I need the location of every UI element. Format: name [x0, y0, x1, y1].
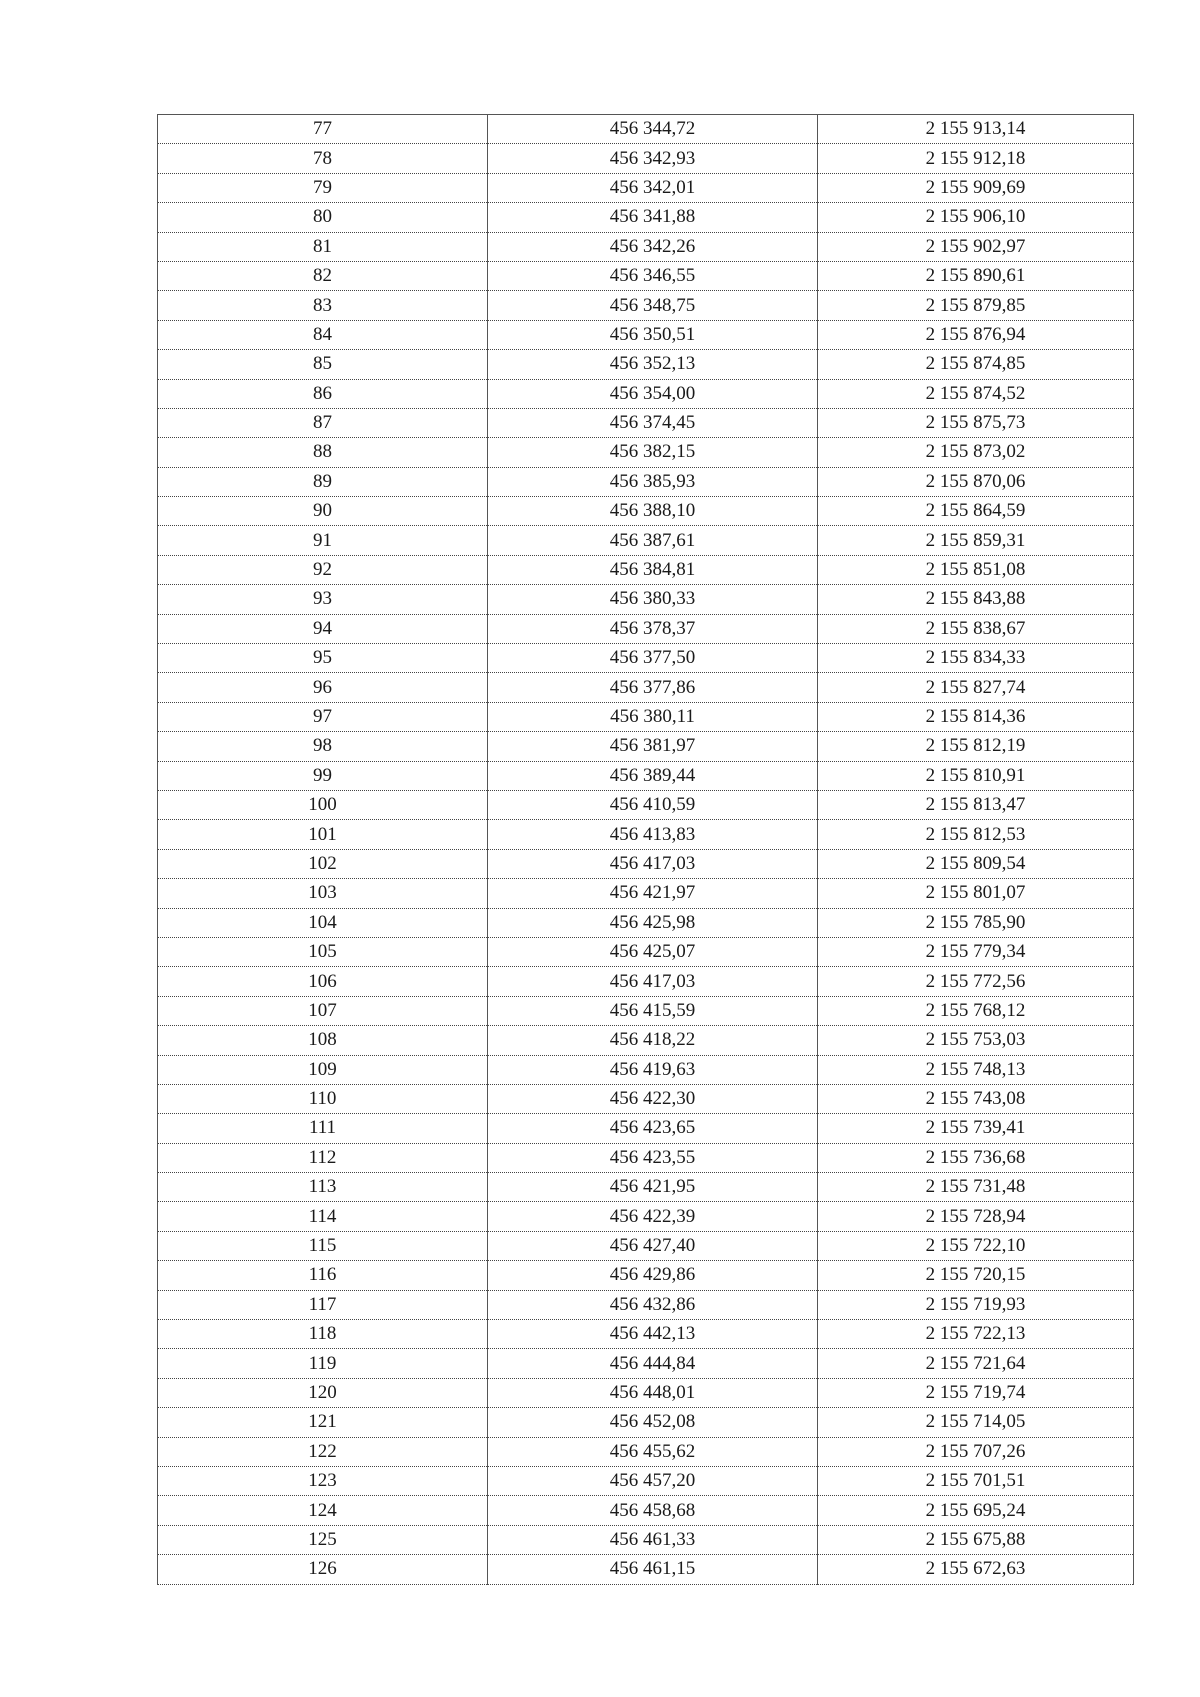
y-coordinate-cell: 2 155 768,12 — [818, 996, 1134, 1025]
y-coordinate-cell: 2 155 731,48 — [818, 1173, 1134, 1202]
y-coordinate-cell: 2 155 902,97 — [818, 232, 1134, 261]
table-row — [158, 1496, 1134, 1525]
y-coordinate-cell: 2 155 909,69 — [818, 173, 1134, 202]
x-coordinate-cell: 456 423,65 — [488, 1114, 818, 1143]
x-coordinate-cell: 456 380,33 — [488, 585, 818, 614]
y-coordinate-cell: 2 155 912,18 — [818, 144, 1134, 173]
x-coordinate-cell: 456 417,03 — [488, 849, 818, 878]
y-coordinate-cell: 2 155 753,03 — [818, 1026, 1134, 1055]
table-row — [158, 1143, 1134, 1172]
y-coordinate-cell: 2 155 809,54 — [818, 849, 1134, 878]
y-coordinate-cell: 2 155 879,85 — [818, 291, 1134, 320]
point-number-cell: 83 — [158, 291, 488, 320]
y-coordinate-cell: 2 155 827,74 — [818, 673, 1134, 702]
x-coordinate-cell: 456 348,75 — [488, 291, 818, 320]
point-number-cell: 116 — [158, 1261, 488, 1290]
table-row — [158, 732, 1134, 761]
y-coordinate-cell: 2 155 707,26 — [818, 1437, 1134, 1466]
x-coordinate-cell: 456 385,93 — [488, 467, 818, 496]
point-number-cell: 80 — [158, 203, 488, 232]
table-row — [158, 702, 1134, 731]
point-number-cell: 84 — [158, 320, 488, 349]
point-number-cell: 102 — [158, 849, 488, 878]
table-row — [158, 467, 1134, 496]
point-number-cell: 113 — [158, 1173, 488, 1202]
x-coordinate-cell: 456 381,97 — [488, 732, 818, 761]
coordinates-table — [157, 114, 1134, 1585]
y-coordinate-cell: 2 155 785,90 — [818, 908, 1134, 937]
x-coordinate-cell: 456 425,07 — [488, 937, 818, 966]
point-number-cell: 119 — [158, 1349, 488, 1378]
table-row — [158, 1466, 1134, 1495]
point-number-cell: 103 — [158, 879, 488, 908]
x-coordinate-cell: 456 350,51 — [488, 320, 818, 349]
x-coordinate-cell: 456 422,39 — [488, 1202, 818, 1231]
point-number-cell: 125 — [158, 1525, 488, 1554]
table-row — [158, 497, 1134, 526]
y-coordinate-cell: 2 155 779,34 — [818, 937, 1134, 966]
table-row — [158, 820, 1134, 849]
x-coordinate-cell: 456 458,68 — [488, 1496, 818, 1525]
point-number-cell: 86 — [158, 379, 488, 408]
table-row — [158, 1408, 1134, 1437]
y-coordinate-cell: 2 155 870,06 — [818, 467, 1134, 496]
table-row — [158, 585, 1134, 614]
point-number-cell: 117 — [158, 1290, 488, 1319]
point-number-cell: 104 — [158, 908, 488, 937]
y-coordinate-cell: 2 155 810,91 — [818, 761, 1134, 790]
x-coordinate-cell: 456 418,22 — [488, 1026, 818, 1055]
x-coordinate-cell: 456 442,13 — [488, 1320, 818, 1349]
table-row — [158, 1173, 1134, 1202]
point-number-cell: 110 — [158, 1084, 488, 1113]
x-coordinate-cell: 456 346,55 — [488, 261, 818, 290]
x-coordinate-cell: 456 354,00 — [488, 379, 818, 408]
y-coordinate-cell: 2 155 864,59 — [818, 497, 1134, 526]
table-row — [158, 1261, 1134, 1290]
table-row — [158, 1084, 1134, 1113]
point-number-cell: 90 — [158, 497, 488, 526]
point-number-cell: 118 — [158, 1320, 488, 1349]
point-number-cell: 92 — [158, 555, 488, 584]
table-row — [158, 761, 1134, 790]
table-row — [158, 350, 1134, 379]
x-coordinate-cell: 456 344,72 — [488, 115, 818, 144]
x-coordinate-cell: 456 352,13 — [488, 350, 818, 379]
table-row — [158, 291, 1134, 320]
table-row — [158, 1026, 1134, 1055]
table-row — [158, 408, 1134, 437]
point-number-cell: 99 — [158, 761, 488, 790]
x-coordinate-cell: 456 444,84 — [488, 1349, 818, 1378]
point-number-cell: 114 — [158, 1202, 488, 1231]
point-number-cell: 106 — [158, 967, 488, 996]
table-row — [158, 614, 1134, 643]
point-number-cell: 82 — [158, 261, 488, 290]
y-coordinate-cell: 2 155 913,14 — [818, 115, 1134, 144]
y-coordinate-cell: 2 155 812,19 — [818, 732, 1134, 761]
table-row — [158, 1202, 1134, 1231]
table-row — [158, 144, 1134, 173]
point-number-cell: 111 — [158, 1114, 488, 1143]
x-coordinate-cell: 456 421,97 — [488, 879, 818, 908]
table-row — [158, 908, 1134, 937]
table-row — [158, 1231, 1134, 1260]
table-row — [158, 644, 1134, 673]
point-number-cell: 97 — [158, 702, 488, 731]
y-coordinate-cell: 2 155 701,51 — [818, 1466, 1134, 1495]
table-row — [158, 1525, 1134, 1554]
x-coordinate-cell: 456 341,88 — [488, 203, 818, 232]
y-coordinate-cell: 2 155 672,63 — [818, 1555, 1134, 1584]
table-row — [158, 1555, 1134, 1584]
x-coordinate-cell: 456 387,61 — [488, 526, 818, 555]
x-coordinate-cell: 456 422,30 — [488, 1084, 818, 1113]
table-row — [158, 1290, 1134, 1319]
y-coordinate-cell: 2 155 772,56 — [818, 967, 1134, 996]
point-number-cell: 88 — [158, 438, 488, 467]
x-coordinate-cell: 456 455,62 — [488, 1437, 818, 1466]
y-coordinate-cell: 2 155 812,53 — [818, 820, 1134, 849]
x-coordinate-cell: 456 410,59 — [488, 790, 818, 819]
point-number-cell: 115 — [158, 1231, 488, 1260]
x-coordinate-cell: 456 377,50 — [488, 644, 818, 673]
table-row — [158, 379, 1134, 408]
x-coordinate-cell: 456 389,44 — [488, 761, 818, 790]
table-row — [158, 1320, 1134, 1349]
point-number-cell: 95 — [158, 644, 488, 673]
x-coordinate-cell: 456 378,37 — [488, 614, 818, 643]
x-coordinate-cell: 456 388,10 — [488, 497, 818, 526]
y-coordinate-cell: 2 155 720,15 — [818, 1261, 1134, 1290]
table-row — [158, 526, 1134, 555]
point-number-cell: 93 — [158, 585, 488, 614]
table-row — [158, 1437, 1134, 1466]
y-coordinate-cell: 2 155 851,08 — [818, 555, 1134, 584]
table-row — [158, 996, 1134, 1025]
point-number-cell: 105 — [158, 937, 488, 966]
y-coordinate-cell: 2 155 719,74 — [818, 1378, 1134, 1407]
point-number-cell: 121 — [158, 1408, 488, 1437]
point-number-cell: 124 — [158, 1496, 488, 1525]
y-coordinate-cell: 2 155 739,41 — [818, 1114, 1134, 1143]
x-coordinate-cell: 456 461,33 — [488, 1525, 818, 1554]
point-number-cell: 94 — [158, 614, 488, 643]
point-number-cell: 91 — [158, 526, 488, 555]
y-coordinate-cell: 2 155 748,13 — [818, 1055, 1134, 1084]
x-coordinate-cell: 456 461,15 — [488, 1555, 818, 1584]
point-number-cell: 123 — [158, 1466, 488, 1495]
y-coordinate-cell: 2 155 801,07 — [818, 879, 1134, 908]
y-coordinate-cell: 2 155 743,08 — [818, 1084, 1134, 1113]
y-coordinate-cell: 2 155 721,64 — [818, 1349, 1134, 1378]
point-number-cell: 120 — [158, 1378, 488, 1407]
y-coordinate-cell: 2 155 874,85 — [818, 350, 1134, 379]
table-row — [158, 790, 1134, 819]
point-number-cell: 100 — [158, 790, 488, 819]
table-row — [158, 1055, 1134, 1084]
y-coordinate-cell: 2 155 813,47 — [818, 790, 1134, 819]
table-row — [158, 320, 1134, 349]
table-row — [158, 1114, 1134, 1143]
y-coordinate-cell: 2 155 906,10 — [818, 203, 1134, 232]
table-row — [158, 555, 1134, 584]
point-number-cell: 78 — [158, 144, 488, 173]
point-number-cell: 85 — [158, 350, 488, 379]
x-coordinate-cell: 456 421,95 — [488, 1173, 818, 1202]
point-number-cell: 81 — [158, 232, 488, 261]
table-row — [158, 967, 1134, 996]
table-row — [158, 673, 1134, 702]
x-coordinate-cell: 456 457,20 — [488, 1466, 818, 1495]
y-coordinate-cell: 2 155 736,68 — [818, 1143, 1134, 1172]
point-number-cell: 107 — [158, 996, 488, 1025]
y-coordinate-cell: 2 155 728,94 — [818, 1202, 1134, 1231]
table-row — [158, 232, 1134, 261]
coordinates-table-body — [158, 115, 1134, 1585]
x-coordinate-cell: 456 423,55 — [488, 1143, 818, 1172]
table-row — [158, 1349, 1134, 1378]
x-coordinate-cell: 456 342,26 — [488, 232, 818, 261]
y-coordinate-cell: 2 155 838,67 — [818, 614, 1134, 643]
y-coordinate-cell: 2 155 722,10 — [818, 1231, 1134, 1260]
point-number-cell: 122 — [158, 1437, 488, 1466]
y-coordinate-cell: 2 155 675,88 — [818, 1525, 1134, 1554]
y-coordinate-cell: 2 155 814,36 — [818, 702, 1134, 731]
y-coordinate-cell: 2 155 874,52 — [818, 379, 1134, 408]
y-coordinate-cell: 2 155 695,24 — [818, 1496, 1134, 1525]
point-number-cell: 96 — [158, 673, 488, 702]
table-row — [158, 438, 1134, 467]
point-number-cell: 126 — [158, 1555, 488, 1584]
x-coordinate-cell: 456 374,45 — [488, 408, 818, 437]
y-coordinate-cell: 2 155 719,93 — [818, 1290, 1134, 1319]
y-coordinate-cell: 2 155 875,73 — [818, 408, 1134, 437]
y-coordinate-cell: 2 155 873,02 — [818, 438, 1134, 467]
y-coordinate-cell: 2 155 876,94 — [818, 320, 1134, 349]
table-row — [158, 203, 1134, 232]
y-coordinate-cell: 2 155 722,13 — [818, 1320, 1134, 1349]
point-number-cell: 108 — [158, 1026, 488, 1055]
table-row — [158, 1378, 1134, 1407]
point-number-cell: 89 — [158, 467, 488, 496]
point-number-cell: 109 — [158, 1055, 488, 1084]
x-coordinate-cell: 456 429,86 — [488, 1261, 818, 1290]
x-coordinate-cell: 456 342,93 — [488, 144, 818, 173]
table-row — [158, 937, 1134, 966]
point-number-cell: 79 — [158, 173, 488, 202]
x-coordinate-cell: 456 432,86 — [488, 1290, 818, 1319]
x-coordinate-cell: 456 377,86 — [488, 673, 818, 702]
point-number-cell: 101 — [158, 820, 488, 849]
x-coordinate-cell: 456 380,11 — [488, 702, 818, 731]
x-coordinate-cell: 456 425,98 — [488, 908, 818, 937]
y-coordinate-cell: 2 155 859,31 — [818, 526, 1134, 555]
x-coordinate-cell: 456 427,40 — [488, 1231, 818, 1260]
table-row — [158, 849, 1134, 878]
x-coordinate-cell: 456 382,15 — [488, 438, 818, 467]
y-coordinate-cell: 2 155 890,61 — [818, 261, 1134, 290]
table-row — [158, 261, 1134, 290]
table-row — [158, 879, 1134, 908]
point-number-cell: 98 — [158, 732, 488, 761]
x-coordinate-cell: 456 342,01 — [488, 173, 818, 202]
y-coordinate-cell: 2 155 843,88 — [818, 585, 1134, 614]
x-coordinate-cell: 456 452,08 — [488, 1408, 818, 1437]
x-coordinate-cell: 456 384,81 — [488, 555, 818, 584]
point-number-cell: 112 — [158, 1143, 488, 1172]
x-coordinate-cell: 456 415,59 — [488, 996, 818, 1025]
x-coordinate-cell: 456 448,01 — [488, 1378, 818, 1407]
point-number-cell: 87 — [158, 408, 488, 437]
y-coordinate-cell: 2 155 714,05 — [818, 1408, 1134, 1437]
table-row — [158, 115, 1134, 144]
table-row — [158, 173, 1134, 202]
point-number-cell: 77 — [158, 115, 488, 144]
x-coordinate-cell: 456 417,03 — [488, 967, 818, 996]
x-coordinate-cell: 456 413,83 — [488, 820, 818, 849]
x-coordinate-cell: 456 419,63 — [488, 1055, 818, 1084]
y-coordinate-cell: 2 155 834,33 — [818, 644, 1134, 673]
